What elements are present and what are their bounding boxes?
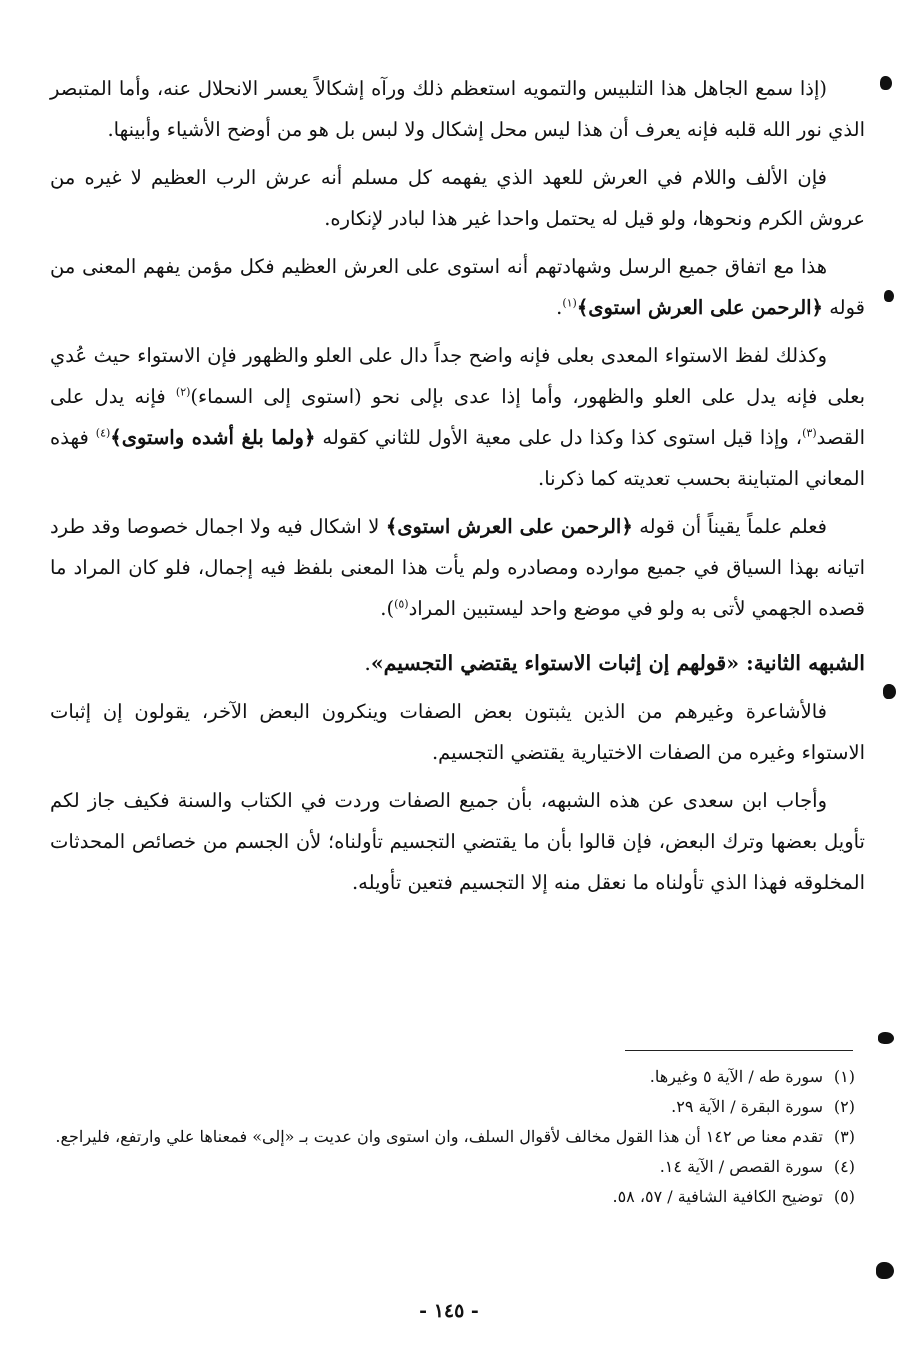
paragraph-5-end: ). bbox=[380, 597, 395, 620]
paragraph-3-text: هذا مع اتفاق جميع الرسل وشهادتهم أنه استوى على العرش العظيم فكل مؤمن يفهم المعنى من قوله bbox=[50, 255, 865, 319]
section-heading-label: الشبهه الثانية: bbox=[739, 651, 865, 675]
page-number: - ١٤٥ - bbox=[419, 1300, 479, 1322]
footnote-ref-3[interactable]: (٣) bbox=[802, 426, 817, 440]
footnote-number: (١) bbox=[833, 1067, 855, 1086]
main-text bbox=[50, 68, 865, 910]
paragraph-7-text: وأجاب ابن سعدى عن هذه الشبهه، بأن جميع الصفات وردت في الكتاب والسنة فكيف جاز لكم تأويل بعضها وترك البعض، فإن قالوا بأن ما يقتضي التجسيم تأولناه؛ لأن الجسم من خصائص المحدثات المخلوقه فهذا الذي تأولناه ما نعقل منه إلا التجسيم فتعين تأويله. bbox=[50, 789, 865, 894]
quran-verse-1: ﴿الرحمن على العرش استوى﴾ bbox=[576, 296, 823, 319]
footnote-divider bbox=[625, 1050, 853, 1051]
scan-mark bbox=[880, 76, 892, 90]
footnote-5 bbox=[50, 1182, 855, 1212]
scan-mark bbox=[884, 290, 894, 302]
footnote-number: (٣) bbox=[833, 1127, 855, 1146]
paragraph-4-text-d: فهذه المعاني المتباينة بحسب تعديته كما ذكرنا. bbox=[50, 426, 865, 490]
paragraph-3-end: . bbox=[556, 296, 563, 319]
footnote-ref-2[interactable]: (٢) bbox=[175, 385, 191, 399]
footnote-number: (٢) bbox=[833, 1097, 855, 1116]
quran-verse-3: ﴿الرحمن على العرش استوى﴾ bbox=[385, 515, 633, 538]
paragraph-7 bbox=[50, 780, 865, 903]
paragraph-4-text-a: وكذلك لفظ الاستواء المعدى بعلى فإنه واضح جداً دال على العلو والظهور فإن الاستواء حيث عُدي بعلى فإنه يدل على العلو والظهور، وأما إذا عدى بإلى نحو (استوى إلى السماء) bbox=[50, 344, 865, 408]
scan-mark bbox=[878, 1032, 894, 1044]
section-heading-end: . bbox=[364, 651, 371, 675]
paragraph-2 bbox=[50, 157, 865, 239]
footnote-2 bbox=[50, 1092, 855, 1122]
footnote-text: سورة القصص / الآية ١٤. bbox=[659, 1157, 823, 1176]
paragraph-6 bbox=[50, 691, 865, 773]
footnote-1 bbox=[50, 1062, 855, 1092]
paragraph-3 bbox=[50, 246, 865, 328]
footnotes bbox=[50, 1062, 855, 1212]
footnote-ref-5[interactable]: (٥) bbox=[394, 597, 409, 611]
footnote-text: تقدم معنا ص ١٤٢ أن هذا القول مخالف لأقوال السلف، وان استوى وان عديت بـ «إلى» فمعناها علي وارتفع، فليراجع. bbox=[55, 1127, 823, 1146]
paragraph-4-text-b: فإنه يدل على القصد bbox=[50, 385, 865, 449]
paragraph-4-text-c: ، وإذا قيل استوى كذا وكذا دل على معية الأول للثاني كقوله bbox=[315, 426, 803, 449]
footnote-ref-1[interactable]: (١) bbox=[562, 296, 577, 310]
footnote-text: سورة البقرة / الآية ٢٩. bbox=[671, 1097, 823, 1116]
footnote-ref-4[interactable]: (٤) bbox=[95, 426, 111, 440]
scan-mark bbox=[883, 684, 896, 699]
footnote-number: (٤) bbox=[833, 1157, 855, 1176]
paragraph-1-text: (إذا سمع الجاهل هذا التلبيس والتمويه استعظم ذلك ورآه إشكالاً يعسر الانحلال عنه، وأما المتبصر الذي نور الله قلبه فإنه يعرف أن هذا ليس محل إشكال ولا لبس بل هو من أوضح الأشياء وأبينها. bbox=[50, 77, 865, 141]
paragraph-5-text-a: فعلم علماً يقيناً أن قوله bbox=[632, 515, 827, 538]
footnote-text: توضيح الكافية الشافية / ٥٧، ٥٨. bbox=[612, 1187, 823, 1206]
footnote-3 bbox=[50, 1122, 855, 1152]
scan-mark bbox=[876, 1262, 894, 1279]
quran-verse-2: ﴿ولما بلغ أشده واستوى﴾ bbox=[110, 426, 316, 449]
paragraph-5 bbox=[50, 506, 865, 629]
footnote-number: (٥) bbox=[833, 1187, 855, 1206]
footnote-4 bbox=[50, 1152, 855, 1182]
paragraph-2-text: فإن الألف واللام في العرش للعهد الذي يفهمه كل مسلم أنه عرش الرب العظيم لا غيره من عروش الكرم ونحوها، ولو قيل له يحتمل واحدا غير هذا لبادر لإنكاره. bbox=[50, 166, 865, 230]
paragraph-5-text-b: لا اشكال فيه ولا اجمال خصوصا وقد طرد اتيانه بهذا السياق في جميع موارده ومصادره ولم يأت هذا المعنى بلفظ فيه إجمال، فلو كان المراد ما قصده الجهمي لأتى به ولو في موضع واحد ليستبين المراد bbox=[50, 515, 865, 620]
section-heading bbox=[50, 643, 865, 684]
footnote-text: سورة طه / الآية ٥ وغيرها. bbox=[649, 1067, 823, 1086]
section-heading-quote: «قولهم إن إثبات الاستواء يقتضي التجسيم» bbox=[370, 651, 740, 675]
paragraph-4 bbox=[50, 335, 865, 499]
paragraph-6-text: فالأشاعرة وغيرهم من الذين يثبتون بعض الصفات وينكرون البعض الآخر، يقولون إن إثبات الاستواء وغيره من الصفات الاختيارية يقتضي التجسيم. bbox=[50, 700, 865, 764]
paragraph-1 bbox=[50, 68, 865, 150]
